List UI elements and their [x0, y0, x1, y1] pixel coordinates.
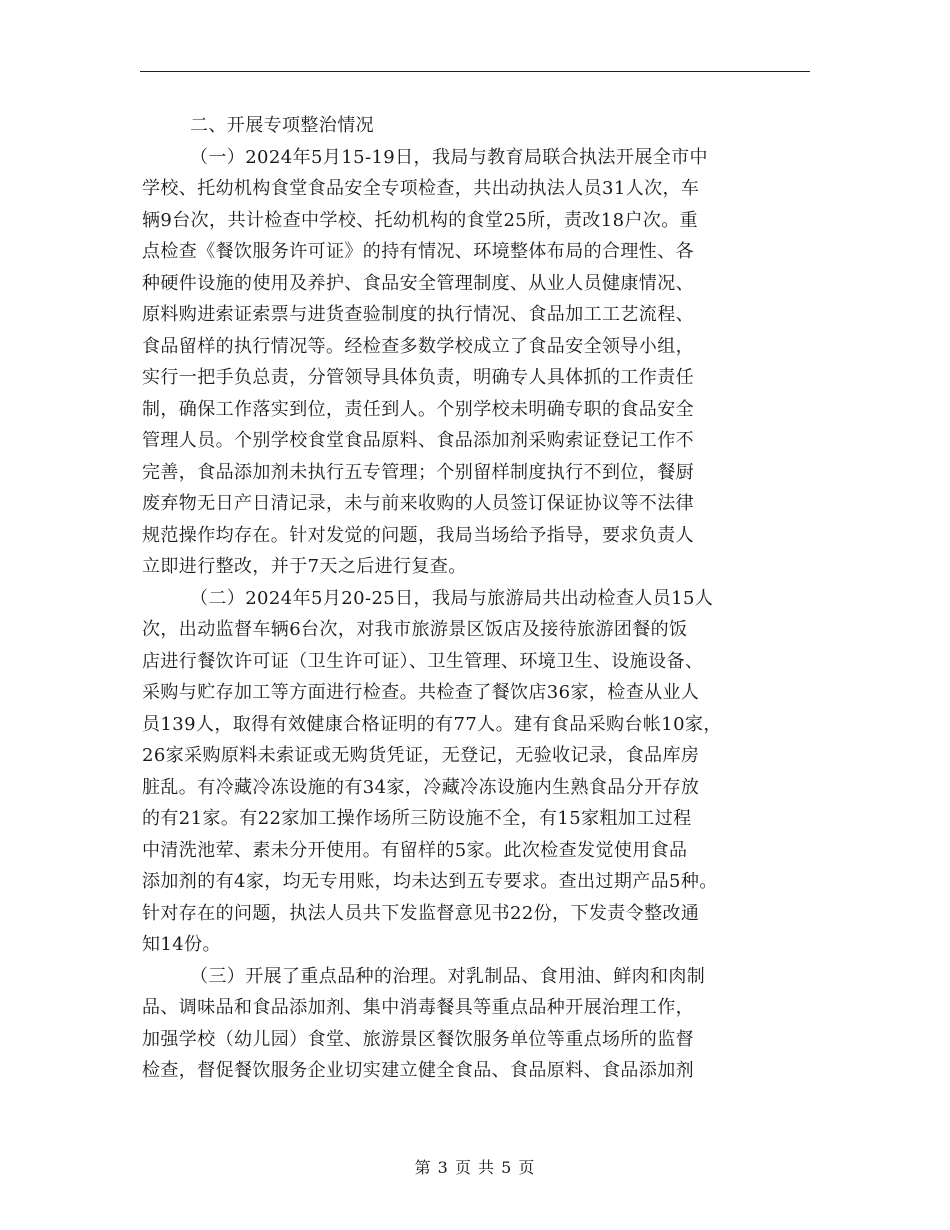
paragraph-line: 采购与贮存加工等方面进行检查。共检查了餐饮店36家，检查从业人 [142, 682, 700, 703]
paragraph-line: 检查，督促餐饮服务企业切实建立健全食品、食品原料、食品添加剂 [142, 1060, 694, 1081]
paragraph-line: 学校、托幼机构食堂食品安全专项检查，共出动执法人员31人次，车 [142, 178, 700, 199]
paragraph-line: 点检查《餐饮服务许可证》的持有情况、环境整体布局的合理性、各 [142, 241, 694, 262]
section-heading: 二、开展专项整治情况 [190, 115, 374, 136]
paragraph-line: （三）开展了重点品种的治理。对乳制品、食用油、鲜肉和肉制 [190, 965, 706, 987]
paragraph-line: 的有21家。有22家加工操作场所三防设施不全，有15家粗加工过程 [142, 808, 692, 829]
paragraph-line: 脏乱。有冷藏冷冻设施的有34家，冷藏冷冻设施内生熟食品分开存放 [142, 776, 700, 798]
paragraph-line: 针对存在的问题，执法人员共下发监督意见书22份，下发责令整改通 [142, 902, 700, 924]
document-body [142, 110, 832, 1087]
paragraph-line: 原料购进索证索票与进货查验制度的执行情况、食品加工工艺流程、 [142, 304, 694, 325]
paragraph-line: 添加剂的有4家，均无专用账，均未达到五专要求。查出过期产品5种。 [142, 871, 718, 892]
page-number-footer: 第 3 页 共 5 页 [414, 1158, 536, 1177]
paragraph-line: 废弃物无日产日清记录，未与前来收购的人员签订保证协议等不法律 [142, 493, 694, 514]
paragraph-line: 制，确保工作落实到位，责任到人。个别学校未明确专职的食品安全 [142, 398, 694, 420]
paragraph-line: 实行一把手负总责，分管领导具体负责，明确专人具体抓的工作责任 [142, 367, 694, 388]
paragraph-line: （一）2024年5月15-19日，我局与教育局联合执法开展全市中 [190, 146, 708, 168]
header-rule [140, 71, 810, 72]
paragraph-line: 种硬件设施的使用及养护、食品安全管理制度、从业人员健康情况、 [142, 272, 694, 294]
paragraph-line: 辆9台次，共计检查中学校、托幼机构的食堂25所，责改18户次。重 [142, 209, 699, 231]
paragraph-line: 员139人，取得有效健康合格证明的有77人。建有食品采购台帐10家， [142, 713, 722, 735]
paragraph-line: 食品留样的执行情况等。经检查多数学校成立了食品安全领导小组， [142, 335, 694, 357]
paragraph-line: 品、调味品和食品添加剂、集中消毒餐具等重点品种开展治理工作， [142, 997, 694, 1018]
paragraph-line: 管理人员。个别学校食堂食品原料、食品添加剂采购索证登记工作不 [142, 430, 694, 451]
paragraph-line: 26家采购原料未索证或无购货凭证，无登记，无验收记录，食品库房 [142, 745, 700, 766]
paragraph-line: 店进行餐饮许可证（卫生许可证）、卫生管理、环境卫生、设施设备、 [142, 650, 704, 672]
paragraph-line: 规范操作均存在。针对发觉的问题，我局当场给予指导，要求负责人 [142, 524, 694, 546]
paragraph-line: 中清洗池荤、素未分开使用。有留样的5家。此次检查发觉使用食品 [142, 839, 688, 861]
paragraph-line: 立即进行整改，并于7天之后进行复查。 [142, 556, 467, 577]
paragraph-line: 知14份。 [142, 934, 221, 955]
paragraph-line: 完善，食品添加剂未执行五专管理；个别留样制度执行不到位，餐厨 [142, 461, 694, 483]
paragraph-line: 次，出动监督车辆6台次，对我市旅游景区饭店及接待旅游团餐的饭 [142, 619, 688, 640]
paragraph-line: （二）2024年5月20-25日，我局与旅游局共出动检查人员15人 [190, 587, 714, 609]
paragraph-line: 加强学校（幼儿园）食堂、旅游景区餐饮服务单位等重点场所的监督 [142, 1028, 694, 1050]
